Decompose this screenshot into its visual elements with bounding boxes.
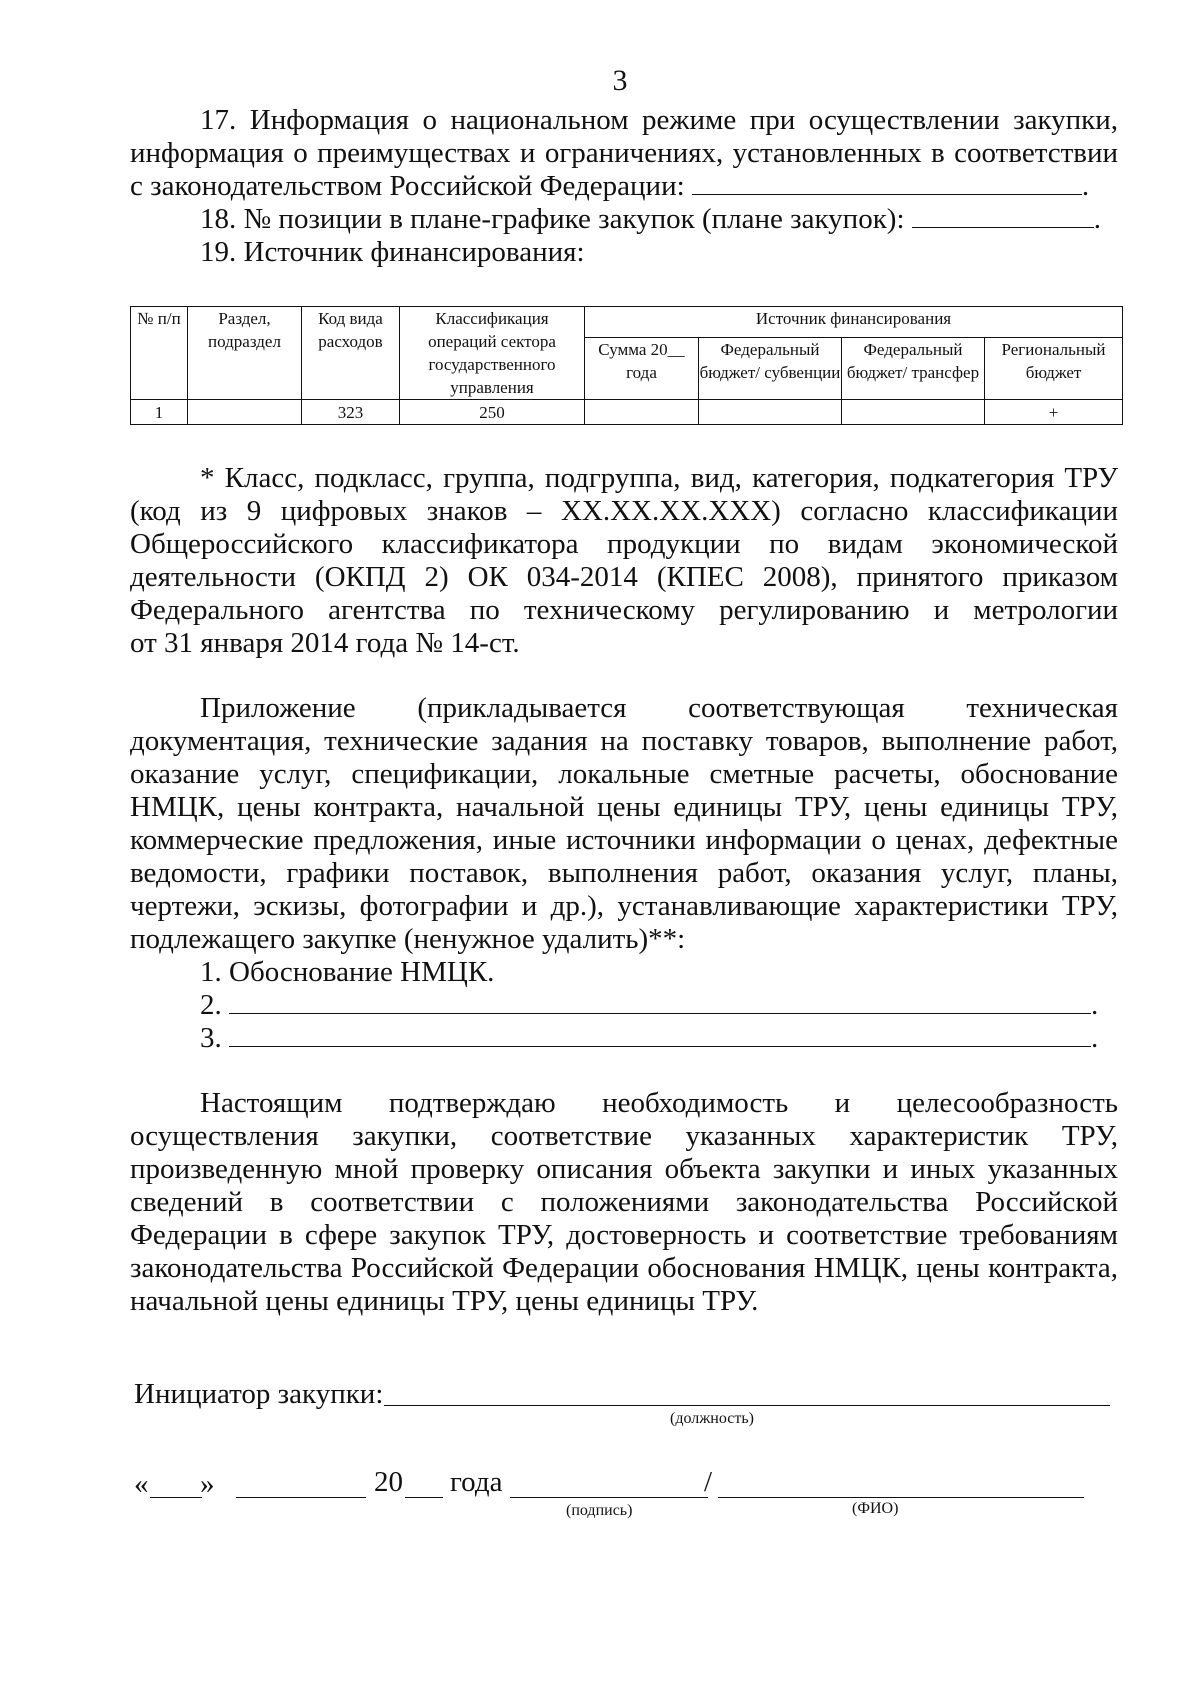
item-17-line: информация о преимуществах и ограничениях, установленных в соответствии [130,137,1118,169]
confirmation-last-line: начальной цены единицы ТРУ, цены единицы ТРУ. [130,1285,759,1317]
header-section: Раздел, подраздел [188,307,302,400]
cell-code: 323 [302,400,400,425]
item-18-end: . [1093,203,1101,235]
appendix-last-line: подлежащего закупке (ненужное удалить)**: [130,923,686,955]
appendix-list-item [130,989,1118,1022]
date-year-prefix: 20 [374,1466,403,1498]
confirmation-line: законодательства Российской Федерации обоснования НМЦК, цены контракта, [130,1252,1118,1284]
item-18-text: 18. № позиции в плане-графике закупок (плане закупок): [200,203,905,235]
header-fed-subvention: Федеральный бюджет/ субвенции [699,338,842,400]
date-year-suffix: года [450,1466,503,1498]
footnote [130,462,1118,660]
appendix-blank-line [229,989,1091,1014]
date-quote-open: « [134,1468,149,1500]
table-row [131,400,1123,425]
confirmation-line: произведенную мной проверку описания объекта закупки и иных указанных [130,1153,1118,1185]
header-source-group: Источник финансирования [585,307,1123,338]
footnote-line: Общероссийского классификатора продукции по видам экономической [130,528,1118,560]
confirmation-line: сведений в соответствии с положениями законодательства Российской [130,1186,1118,1218]
position-caption: (должность) [670,1410,754,1427]
signature-slash: / [704,1466,713,1498]
item-18-line [130,203,1118,236]
header-regional: Региональный бюджет [985,338,1123,400]
appendix-list-number: 2. [200,989,222,1021]
cell-regional: + [985,400,1123,425]
header-fed-transfer: Федеральный бюджет/ трансфер [842,338,985,400]
item-18 [130,203,1118,236]
cell-section [188,400,302,425]
fio-line [718,1497,1084,1498]
financing-table [130,306,1123,425]
initiator-label: Инициатор закупки: [134,1378,384,1410]
confirmation [130,1087,1118,1318]
signature-line [510,1497,708,1498]
appendix-line: чертежи, эскизы, фотографии и др.), устанавливающие характеристики ТРУ, [130,890,1118,922]
item-17-last-text: с законодательством Российской Федерации: [130,170,685,202]
confirmation-line: Федерации в сфере закупок ТРУ, достоверность и соответствие требованиям [130,1219,1118,1251]
fio-caption: (ФИО) [852,1500,899,1517]
cell-num: 1 [131,400,188,425]
appendix-line: документация, технические задания на поставку товаров, выполнение работ, [130,725,1118,757]
appendix-blank-line [229,1022,1091,1047]
item-17 [130,104,1118,203]
item-18-blank-line [912,203,1094,228]
appendix-line: НМЦК, цены контракта, начальной цены единицы ТРУ, цены единицы ТРУ, [130,791,1118,823]
confirmation-line: осуществления закупки, соответствие указанных характеристик ТРУ, [130,1120,1118,1152]
item-17-blank-line [692,170,1082,195]
footnote-last-line: от 31 января 2014 года № 14-ст. [130,627,520,659]
item-17-last-line [130,170,1118,203]
header-sum: Сумма 20__ года [585,338,699,400]
date-day-line [150,1497,202,1498]
appendix-list-number: 3. [200,1022,222,1054]
appendix-line: ведомости, графики поставок, выполнения работ, оказания услуг, планы, [130,857,1118,889]
item-17-end: . [1081,170,1090,202]
signature-caption: (подпись) [566,1502,633,1519]
appendix-list-end: . [1091,1022,1099,1054]
footnote-line: Федерального агентства по техническому регулированию и метрологии [130,594,1118,626]
footnote-line: деятельности (ОКПД 2) ОК 034-2014 (КПЕС 2008), принятого приказом [130,561,1118,593]
table-header-row [131,307,1123,338]
header-num: № п/п [131,307,188,400]
cell-fed-transfer [842,400,985,425]
item-19-text: 19. Источник финансирования: [200,236,585,268]
cell-sum [585,400,699,425]
footnote-line: * Класс, подкласс, группа, подгруппа, вид, категория, подкатегория ТРУ [200,462,1118,494]
cell-classification: 250 [400,400,585,425]
appendix-list-end: . [1091,989,1099,1021]
appendix-line: оказание услуг, спецификации, локальные сметные расчеты, обоснование [130,758,1118,790]
appendix-list-item: 1. Обоснование НМЦК. [200,956,495,988]
appendix-line: коммерческие предложения, иные источники информации о ценах, дефектные [130,824,1118,856]
appendix-line: Приложение (прикладывается соответствующая техническая [200,692,1118,724]
cell-fed-subvention [699,400,842,425]
date-month-line [236,1497,366,1498]
appendix-list-item [130,1022,1118,1055]
footnote-line: (код из 9 цифровых знаков – XX.XX.XX.XXX) согласно классификации [130,495,1118,527]
header-code: Код вида расходов [302,307,400,400]
date-year-line [405,1497,443,1498]
initiator-position-line [384,1405,1110,1406]
header-classification: Классификация операций сектора государственного управления [400,307,585,400]
date-quote-close: » [200,1468,215,1500]
appendix [130,692,1118,1055]
page-number: 3 [612,64,628,97]
item-19 [130,236,1118,269]
item-17-line: 17. Информация о национальном режиме при осуществлении закупки, [200,104,1118,136]
confirmation-line: Настоящим подтверждаю необходимость и целесообразность [200,1087,1118,1119]
